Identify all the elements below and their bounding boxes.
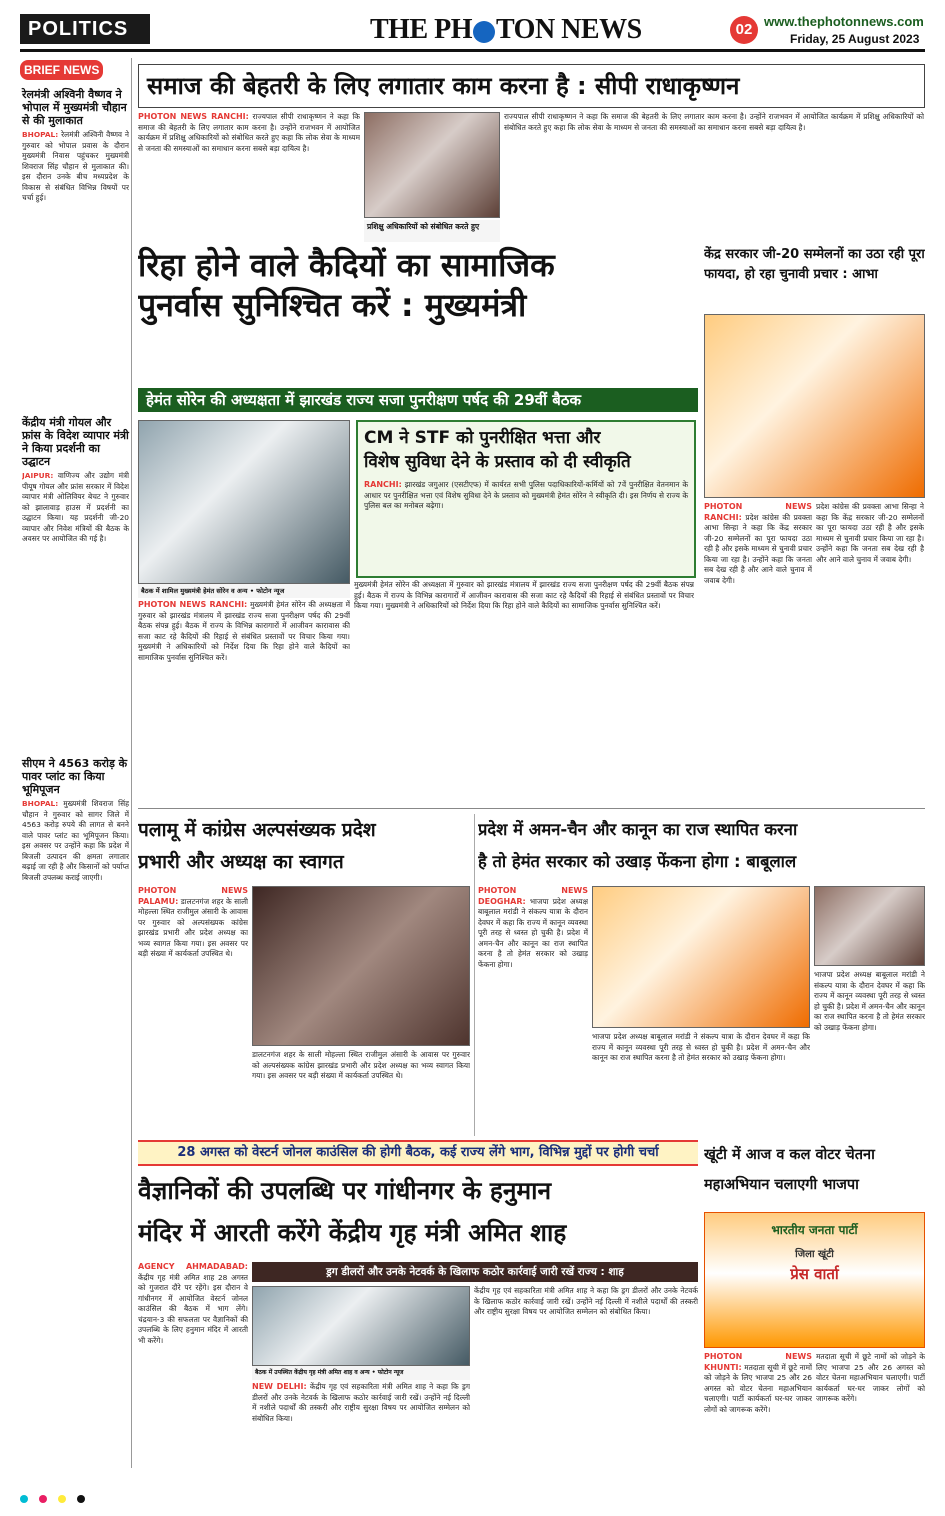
story-shah-headline-box <box>138 1170 698 1258</box>
story-cm-body: RANCHI: झारखंड जगुआर (एसटीएफ) में कार्यरत सभी पुलिस पदाधिकारियों-कर्मियों को 7वें पुनरीक्षित वेतनमान के आधार पर पुनरीक्षित भत्ता एवं विशेष सुविधा देने के प्रस्ताव को मुख्यमंत्री हेमंत सोरेन ने स्वीकृति दी। इस निर्णय से राज्य के पुलिस बल का मनोबल बढ़ेगा। <box>364 480 688 510</box>
story-top-photo <box>364 112 500 218</box>
paper-name-left: THE PH <box>370 14 473 45</box>
story-khunti-headline-box <box>704 1140 925 1206</box>
story-palamu-headline-line-2[interactable]: प्रभारी और अध्यक्ष का स्वागत <box>138 851 344 873</box>
globe-logo-icon <box>473 21 495 43</box>
story-aabha-headline-box <box>704 245 925 309</box>
story-drug-photo <box>252 1286 470 1366</box>
brief-headline-3[interactable]: सीएम ने 4563 करोड़ के पावर प्लांट का किया भूमिपूजन <box>22 757 128 796</box>
story-palamu-headline-box <box>138 814 470 884</box>
story-shah-headline-line-1[interactable]: वैज्ञानिकों की उपलब्धि पर गांधीनगर के हनुमान <box>138 1176 552 1205</box>
website-link[interactable]: www.thephotonnews.com <box>764 14 924 29</box>
story-main-headline-line-2[interactable]: पुनर्वास सुनिश्चित करें : मुख्यमंत्री <box>138 286 527 324</box>
story-babulal-photo-2 <box>814 886 925 966</box>
story-aabha-body-continued: प्रदेश कांग्रेस की प्रवक्ता आभा सिन्हा ने कहा कि केंद्र सरकार जी-20 सम्मेलनों का पूरा फायदा उठा रही है और इसके माध्यम से चुनावी प्रचार किया जा रहा है। उन्होंने कहा कि जनता सब देख रही है और आने वाले चुनाव में जवाब देगी। <box>816 502 924 564</box>
board-line-3: प्रेस वार्ता <box>790 1265 839 1283</box>
board-line-2: जिला खूंटी <box>795 1249 834 1260</box>
paper-name-right: TON NEWS <box>496 14 642 45</box>
brief-body-3: BHOPAL: मुख्यमंत्री शिवराज सिंह चौहान ने गुरुवार को सागर जिले में 4563 करोड़ रुपये की लागत से बनने वाले पावर प्लांट का भूमिपूजन किया। इस अवसर पर उन्होंने कहा कि प्रदेश में बिजली उत्पादन की क्षमता लगातार बढ़ाई जा रही है और किसानों को पर्याप्त बिजली उपलब्ध कराई जाएगी। <box>22 799 129 882</box>
story-khunti-body: PHOTON NEWS KHUNTI: मतदाता सूची में छूटे नामों को जोड़ने के लिए भाजपा 25 और 26 अगस्त को वोटर चेतना महाअभियान चलाएगी। पार्टी कार्यकर्ता घर-घर जाकर लोगों को जागरूक करेंगे। <box>704 1352 812 1414</box>
brief-news-tag: BRIEF NEWS <box>20 60 103 80</box>
masthead <box>20 10 925 52</box>
page-number-badge: 02 <box>730 16 758 44</box>
story-drug-photo-caption: बैठक में उपस्थित केंद्रीय गृह मंत्री अमित शाह व अन्य • फोटोन न्यूज <box>252 1366 470 1380</box>
brief-news-column <box>20 58 132 1468</box>
story-palamu-headline-line-1[interactable]: पलामू में कांग्रेस अल्पसंख्यक प्रदेश <box>138 819 376 841</box>
story-drug-body-continued: केंद्रीय गृह एवं सहकारिता मंत्री अमित शाह ने कहा कि ड्रग डीलरों और उनके नेटवर्क के खिलाफ कठोर कार्रवाई जारी रखें। उन्होंने नई दिल्ली में नशीले पदार्थों की तस्करी और राष्ट्रीय सुरक्षा विषय पर आयोजित सम्मेलन को संबोधित किया। <box>474 1286 698 1316</box>
brief-headline-2[interactable]: केंद्रीय मंत्री गोयल और फ्रांस के विदेश व्यापार मंत्री ने किया प्रदर्शनी का उद्घाटन <box>22 416 129 468</box>
story-cm-headline-line-1[interactable]: CM ने STF को पुनरीक्षित भत्ता और <box>364 428 601 448</box>
story-drug-body: NEW DELHI: केंद्रीय गृह एवं सहकारिता मंत्री अमित शाह ने कहा कि ड्रग डीलरों और उनके नेटवर्क के खिलाफ कठोर कार्रवाई जारी रखें। उन्होंने नई दिल्ली में नशीले पदार्थों की तस्करी और राष्ट्रीय सुरक्षा विषय पर आयोजित सम्मेलन को संबोधित किया। <box>252 1382 470 1423</box>
cyan-dot-icon <box>20 1495 28 1503</box>
section-divider-1 <box>138 808 925 809</box>
story-top-body-continued: राज्यपाल सीपी राधाकृष्णन ने कहा कि समाज की बेहतरी के लिए लगातार काम करना है। उन्होंने राजभवन में आयोजित कार्यक्रम में प्रशिक्षु अधिकारियों को संबोधित करते हुए कहा कि लोक सेवा के माध्यम से जनता की समस्याओं का समाधान करना सबसे बड़ा दायित्व है। <box>504 112 924 132</box>
story-main-body-continued: मुख्यमंत्री हेमंत सोरेन की अध्यक्षता में गुरुवार को झारखंड मंत्रालय में झारखंड राज्य सजा पुनरीक्षण पर्षद की 29वीं बैठक संपन्न हुई। बैठक में राज्य के विभिन्न कारागारों में आजीवन कारावास की सजा काट रहे कैदियों की रिहाई से संबंधित प्रस्तावों पर विचार किया गया। मुख्यमंत्री ने अधिकारियों को निर्देश दिया कि रिहा होने वाले कैदियों का सामाजिक पुनर्वास सुनिश्चित करें। <box>354 580 694 610</box>
story-top-photo-caption: प्रशिक्षु अधिकारियों को संबोधित करते हुए <box>364 220 500 242</box>
story-aabha-portrait <box>704 314 925 498</box>
story-cm-box <box>356 420 696 578</box>
black-dot-icon <box>77 1495 85 1503</box>
story-main-headline-box <box>138 245 698 337</box>
yellow-dot-icon <box>58 1495 66 1503</box>
story-babulal-headline-line-2[interactable]: है तो हेमंत सरकार को उखाड़ फेंकना होगा : बाबूलाल <box>478 852 797 871</box>
story-main-photo-caption: बैठक में शामिल मुख्यमंत्री हेमंत सोरेन व अन्य • फोटोन न्यूज <box>138 584 350 598</box>
story-cm-headline-line-2[interactable]: विशेष सुविधा देने के प्रस्ताव को दी स्वीकृति <box>364 452 631 472</box>
story-main-strap: हेमंत सोरेन की अध्यक्षता में झारखंड राज्य सजा पुनरीक्षण पर्षद की 29वीं बैठक <box>138 388 698 412</box>
story-main-headline-line-1[interactable]: रिहा होने वाले कैदियों का सामाजिक <box>138 246 555 284</box>
magenta-dot-icon <box>39 1495 47 1503</box>
section-label: POLITICS <box>20 14 150 44</box>
brief-body-2: JAIPUR: वाणिज्य और उद्योग मंत्री पीयूष गोयल और फ्रांस सरकार में विदेश व्यापार मंत्री ओलिवियर बेचट ने गुरुवार को झालावाड़ हाउस में प्रदर्शनी का उद्घाटन किया। यह प्रदर्शनी जी-20 व्यापार और निवेश मंत्रियों की बैठक के अवसर पर आयोजित की गई है। <box>22 471 129 543</box>
story-top-headline-box <box>138 64 925 108</box>
brief-headline-1[interactable]: रेलमंत्री अश्विनी वैष्णव ने भोपाल में मुख्यमंत्री चौहान से की मुलाकात <box>22 88 127 127</box>
story-babulal-body-right: भाजपा प्रदेश अध्यक्ष बाबूलाल मरांडी ने संकल्प यात्रा के दौरान देवघर में कहा कि राज्य में कानून व्यवस्था पूरी तरह से ध्वस्त हो चुकी है। प्रदेश में अमन-चैन और कानून का राज स्थापित करना है तो हेमंत सरकार को उखाड़ फेंकना होगा। <box>814 970 925 1032</box>
story-aabha-body: PHOTON NEWS RANCHI: प्रदेश कांग्रेस की प्रवक्ता आभा सिन्हा ने कहा कि केंद्र सरकार जी-20 सम्मेलनों का पूरा फायदा उठा रही है और इसके माध्यम से चुनावी प्रचार किया जा रहा है। उन्होंने कहा कि जनता सब देख रही है और आने वाले चुनाव में जवाब देगी। <box>704 502 812 585</box>
brief-body-1: BHOPAL: रेलमंत्री अश्विनी वैष्णव ने गुरुवार को भोपाल प्रवास के दौरान मुख्यमंत्री निवास पहुंचकर मुख्यमंत्री शिवराज सिंह चौहान से मुलाकात की। इस दौरान उनके बीच मध्यप्रदेश के विकास से संबंधित विभिन्न विषयों पर चर्चा हुई। <box>22 130 129 202</box>
paper-name[interactable] <box>370 14 642 46</box>
story-babulal-headline-line-1[interactable]: प्रदेश में अमन-चैन और कानून का राज स्थापित करना <box>478 820 798 839</box>
story-aabha-headline[interactable]: केंद्र सरकार जी-20 सम्मेलनों का उठा रही पूरा फायदा, हो रहा चुनावी प्रचार : आभा <box>704 247 925 282</box>
story-khunti-body-continued: मतदाता सूची में छूटे नामों को जोड़ने के लिए भाजपा 25 और 26 अगस्त को वोटर चेतना महाअभियान चलाएगी। पार्टी कार्यकर्ता घर-घर जाकर लोगों को जागरूक करेंगे। <box>816 1352 925 1403</box>
story-main-photo <box>138 420 350 584</box>
story-main-body: PHOTON NEWS RANCHI: मुख्यमंत्री हेमंत सोरेन की अध्यक्षता में गुरुवार को झारखंड मंत्रालय में झारखंड राज्य सजा पुनरीक्षण पर्षद की 29वीं बैठक संपन्न हुई। बैठक में राज्य के विभिन्न कारागारों में आजीवन कारावास की सजा काट रहे कैदियों की रिहाई से संबंधित प्रस्तावों पर विचार किया गया। मुख्यमंत्री ने अधिकारियों को निर्देश दिया कि रिहा होने वाले कैदियों का सामाजिक पुनर्वास सुनिश्चित करें। <box>138 600 350 662</box>
story-palamu-photo <box>252 886 470 1046</box>
print-registration-marks <box>20 1488 925 1498</box>
story-palamu-body: PHOTON NEWS PALAMU: डालटनगंज शहर के साली मोहल्ला स्थित राजीमुल अंसारी के आवास पर गुरुवार को अल्पसंख्यक कांग्रेस झारखंड प्रभारी और प्रदेश अध्यक्ष का भव्य स्वागत किया गया। इस अवसर पर बड़ी संख्या में कार्यकर्ता उपस्थित थे। <box>138 886 248 958</box>
story-shah-headline-line-2[interactable]: मंदिर में आरती करेंगे केंद्रीय गृह मंत्री अमित शाह <box>138 1218 567 1247</box>
story-babulal-photo <box>592 886 810 1028</box>
board-line-1: भारतीय जनता पार्टी <box>771 1223 858 1237</box>
story-shah-strap: 28 अगस्त को वेस्टर्न जोनल काउंसिल की होगी बैठक, कई राज्य लेंगे भाग, विभिन्न मुद्दों पर होगी चर्चा <box>138 1140 698 1166</box>
story-babulal-body-continued: भाजपा प्रदेश अध्यक्ष बाबूलाल मरांडी ने संकल्प यात्रा के दौरान देवघर में कहा कि राज्य में कानून व्यवस्था पूरी तरह से ध्वस्त हो चुकी है। प्रदेश में अमन-चैन और कानून का राज स्थापित करना है तो हेमंत सरकार को उखाड़ फेंकना होगा। <box>592 1032 810 1062</box>
story-khunti-headline[interactable]: खूंटी में आज व कल वोटर चेतना महाअभियान चलाएगी भाजपा <box>704 1147 875 1193</box>
story-drug-strap: ड्रग डीलरों और उनके नेटवर्क के खिलाफ कठोर कार्रवाई जारी रखें राज्य : शाह <box>252 1262 698 1282</box>
story-babulal-headline-box <box>478 814 925 884</box>
story-palamu-body-continued: डालटनगंज शहर के साली मोहल्ला स्थित राजीमुल अंसारी के आवास पर गुरुवार को अल्पसंख्यक कांग्रेस झारखंड प्रभारी और प्रदेश अध्यक्ष का भव्य स्वागत किया गया। इस अवसर पर बड़ी संख्या में कार्यकर्ता उपस्थित थे। <box>252 1050 470 1080</box>
story-khunti-photo <box>704 1212 925 1348</box>
issue-date: Friday, 25 August 2023 <box>790 32 920 46</box>
story-shah-body: AGENCY AHMADABAD: केंद्रीय गृह मंत्री अमित शाह 28 अगस्त को गुजरात दौरे पर रहेंगे। इस दौरान वे गांधीनगर में आयोजित वेस्टर्न जोनल काउंसिल की बैठक में भाग लेंगे। चंद्रयान-3 की सफलता पर वैज्ञानिकों की उपलब्धि के लिए हनुमान मंदिर में आरती भी करेंगे। <box>138 1262 248 1345</box>
story-top-body: PHOTON NEWS RANCHI: राज्यपाल सीपी राधाकृष्णन ने कहा कि समाज की बेहतरी के लिए लगातार काम करना है। उन्होंने राजभवन में आयोजित कार्यक्रम में प्रशिक्षु अधिकारियों को संबोधित करते हुए कहा कि लोक सेवा के माध्यम से जनता की समस्याओं का समाधान करना सबसे बड़ा दायित्व है। <box>138 112 360 153</box>
column-divider <box>474 814 475 1136</box>
story-top-headline[interactable]: समाज की बेहतरी के लिए लगातार काम करना है : सीपी राधाकृष्णन <box>147 72 740 100</box>
story-babulal-body: PHOTON NEWS DEOGHAR: भाजपा प्रदेश अध्यक्ष बाबूलाल मरांडी ने संकल्प यात्रा के दौरान देवघर में कहा कि राज्य में कानून व्यवस्था पूरी तरह से ध्वस्त हो चुकी है। प्रदेश में अमन-चैन और कानून का राज स्थापित करना है तो हेमंत सरकार को उखाड़ फेंकना होगा। <box>478 886 588 969</box>
